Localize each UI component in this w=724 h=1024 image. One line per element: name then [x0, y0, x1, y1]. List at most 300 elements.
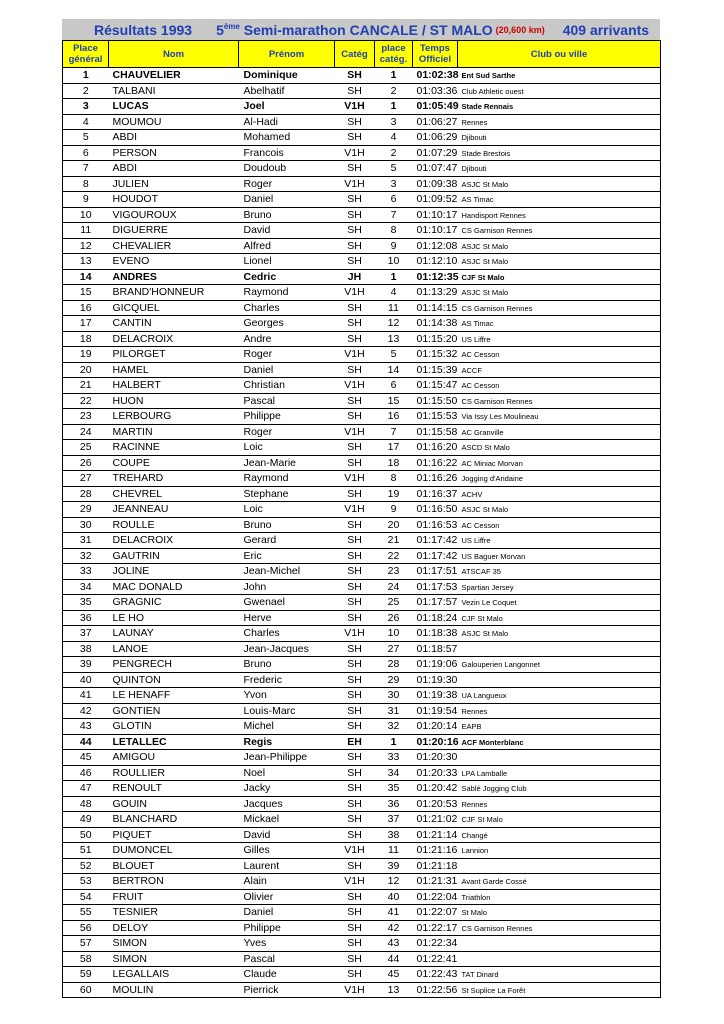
cell-club: TAT Dinard — [461, 970, 499, 980]
cell-club: Triathlon — [461, 892, 491, 902]
cell-categ: SH — [335, 161, 375, 177]
cell-categ: SH — [335, 331, 375, 347]
cell-place: 46 — [63, 765, 109, 781]
cell-prenom: Michel — [239, 719, 335, 735]
cell-categ: SH — [335, 905, 375, 921]
cell-place-categ: 8 — [375, 471, 413, 487]
cell-place-categ: 45 — [375, 967, 413, 983]
cell-nom: MOULIN — [109, 982, 239, 998]
cell-temps-club — [413, 812, 661, 828]
cell-categ: SH — [335, 951, 375, 967]
table-row — [63, 626, 661, 642]
table-row — [63, 750, 661, 766]
cell-prenom: David — [239, 223, 335, 239]
cell-temps: 01:12:08 — [416, 239, 458, 252]
cell-club: CS Garnison Rennes — [461, 226, 533, 236]
cell-nom: JULIEN — [109, 176, 239, 192]
cell-categ: SH — [335, 254, 375, 270]
cell-nom: GOUIN — [109, 796, 239, 812]
cell-temps-club — [413, 409, 661, 425]
cell-place: 19 — [63, 347, 109, 363]
cell-temps: 01:16:26 — [416, 472, 458, 485]
cell-temps: 01:10:17 — [416, 224, 458, 237]
table-row — [63, 967, 661, 983]
cell-place: 2 — [63, 83, 109, 99]
cell-club: ACF Monterblanc — [461, 737, 524, 747]
col-header-prenom: Prénom — [239, 41, 335, 68]
table-row — [63, 796, 661, 812]
cell-prenom: John — [239, 579, 335, 595]
cell-temps: 01:15:50 — [416, 394, 458, 407]
cell-temps: 01:15:58 — [416, 425, 458, 438]
table-row — [63, 254, 661, 270]
table-row — [63, 207, 661, 223]
cell-place: 43 — [63, 719, 109, 735]
cell-club: Spartian Jersey — [461, 582, 514, 592]
cell-nom: DIGUERRE — [109, 223, 239, 239]
cell-club: AC Cesson — [461, 520, 500, 530]
table-header-row — [63, 41, 661, 68]
cell-categ: SH — [335, 889, 375, 905]
cell-nom: CANTIN — [109, 316, 239, 332]
cell-prenom: Alfred — [239, 238, 335, 254]
cell-categ: SH — [335, 920, 375, 936]
cell-temps: 01:19:38 — [416, 689, 458, 702]
cell-prenom: Daniel — [239, 905, 335, 921]
cell-club: Handisport Rennes — [461, 210, 526, 220]
cell-prenom: Laurent — [239, 858, 335, 874]
cell-prenom: Stephane — [239, 486, 335, 502]
cell-place-categ: 32 — [375, 719, 413, 735]
cell-place-categ: 11 — [375, 843, 413, 859]
cell-prenom: Lionel — [239, 254, 335, 270]
cell-temps: 01:05:49 — [416, 100, 459, 113]
cell-prenom: Mickael — [239, 812, 335, 828]
cell-club: ASCD St Malo — [461, 443, 510, 453]
cell-place: 42 — [63, 703, 109, 719]
cell-temps-club — [413, 192, 661, 208]
cell-place: 58 — [63, 951, 109, 967]
cell-place-categ: 28 — [375, 657, 413, 673]
table-row — [63, 564, 661, 580]
cell-temps: 01:20:16 — [416, 735, 459, 748]
cell-prenom: Abelhatif — [239, 83, 335, 99]
cell-prenom: Francois — [239, 145, 335, 161]
cell-place-categ: 20 — [375, 517, 413, 533]
cell-place-categ: 19 — [375, 486, 413, 502]
cell-prenom: Daniel — [239, 362, 335, 378]
cell-place: 51 — [63, 843, 109, 859]
cell-categ: SH — [335, 827, 375, 843]
cell-nom: BERTRON — [109, 874, 239, 890]
cell-categ: V1H — [335, 176, 375, 192]
cell-place: 35 — [63, 595, 109, 611]
cell-place-categ: 27 — [375, 641, 413, 657]
cell-place-categ: 23 — [375, 564, 413, 580]
cell-place-categ: 21 — [375, 533, 413, 549]
cell-nom: LAUNAY — [109, 626, 239, 642]
cell-place: 15 — [63, 285, 109, 301]
cell-club: AC Miniac Morvan — [461, 458, 523, 468]
cell-place: 4 — [63, 114, 109, 130]
table-row — [63, 331, 661, 347]
cell-prenom: Bruno — [239, 207, 335, 223]
cell-prenom: Claude — [239, 967, 335, 983]
cell-temps: 01:22:17 — [416, 921, 458, 934]
cell-categ: V1H — [335, 471, 375, 487]
table-row — [63, 114, 661, 130]
cell-temps-club — [413, 176, 661, 192]
cell-temps: 01:12:35 — [416, 270, 459, 283]
cell-club: AS Timac — [461, 319, 494, 329]
cell-categ: SH — [335, 812, 375, 828]
cell-place: 16 — [63, 300, 109, 316]
cell-place-categ: 5 — [375, 347, 413, 363]
cell-club: CJF St Malo — [461, 613, 503, 623]
cell-place-categ: 12 — [375, 316, 413, 332]
cell-temps-club — [413, 393, 661, 409]
results-year-title: Résultats 1993 — [94, 21, 193, 38]
cell-place-categ: 12 — [375, 874, 413, 890]
cell-nom: GLOTIN — [109, 719, 239, 735]
cell-place: 7 — [63, 161, 109, 177]
cell-place: 52 — [63, 858, 109, 874]
cell-place-categ: 3 — [375, 114, 413, 130]
cell-nom: GRAGNIC — [109, 595, 239, 611]
cell-categ: SH — [335, 765, 375, 781]
cell-place: 11 — [63, 223, 109, 239]
cell-place-categ: 7 — [375, 424, 413, 440]
cell-nom: SIMON — [109, 936, 239, 952]
cell-place: 21 — [63, 378, 109, 394]
table-row — [63, 486, 661, 502]
cell-prenom: Raymond — [239, 285, 335, 301]
cell-club: AC Cesson — [461, 381, 500, 391]
cell-place-categ: 2 — [375, 145, 413, 161]
cell-place-categ: 13 — [375, 331, 413, 347]
cell-temps: 01:19:06 — [416, 658, 458, 671]
cell-temps: 01:22:56 — [416, 983, 458, 996]
cell-club: Jogging d'Andaine — [461, 474, 523, 484]
cell-categ: SH — [335, 796, 375, 812]
edition-number: 5 — [216, 21, 224, 38]
cell-categ: SH — [335, 238, 375, 254]
cell-categ: SH — [335, 703, 375, 719]
cell-place-categ: 36 — [375, 796, 413, 812]
table-row — [63, 874, 661, 890]
cell-place: 14 — [63, 269, 109, 285]
cell-place: 10 — [63, 207, 109, 223]
results-table — [62, 40, 661, 998]
cell-nom: ABDI — [109, 130, 239, 146]
cell-categ: SH — [335, 688, 375, 704]
cell-prenom: Herve — [239, 610, 335, 626]
cell-place: 45 — [63, 750, 109, 766]
cell-temps-club — [413, 238, 661, 254]
cell-nom: VIGOUROUX — [109, 207, 239, 223]
cell-place: 39 — [63, 657, 109, 673]
table-row — [63, 238, 661, 254]
cell-temps: 01:15:20 — [416, 332, 458, 345]
col-header-place: Place général — [63, 41, 109, 68]
cell-temps-club — [413, 362, 661, 378]
cell-temps-club — [413, 223, 661, 239]
cell-nom: MARTIN — [109, 424, 239, 440]
table-row — [63, 161, 661, 177]
cell-club: AC Cesson — [461, 350, 500, 360]
cell-nom: LUCAS — [109, 99, 239, 115]
cell-place-categ: 9 — [375, 238, 413, 254]
cell-temps: 01:15:32 — [416, 348, 458, 361]
cell-temps: 01:20:14 — [416, 720, 458, 733]
cell-club: CS Garnison Rennes — [461, 923, 533, 933]
cell-temps: 01:15:47 — [416, 379, 458, 392]
cell-prenom: Jean-Philippe — [239, 750, 335, 766]
cell-prenom: Dominique — [239, 68, 335, 84]
cell-nom: TALBANI — [109, 83, 239, 99]
cell-nom: RENOULT — [109, 781, 239, 797]
cell-categ: SH — [335, 610, 375, 626]
cell-categ: SH — [335, 858, 375, 874]
cell-categ: SH — [335, 672, 375, 688]
cell-categ: SH — [335, 641, 375, 657]
cell-place-categ: 37 — [375, 812, 413, 828]
cell-temps: 01:06:29 — [416, 131, 458, 144]
table-row — [63, 920, 661, 936]
table-row — [63, 812, 661, 828]
cell-nom: ANDRES — [109, 269, 239, 285]
cell-nom: MOUMOU — [109, 114, 239, 130]
cell-place: 30 — [63, 517, 109, 533]
cell-place-categ: 17 — [375, 440, 413, 456]
cell-place-categ: 6 — [375, 378, 413, 394]
cell-nom: HALBERT — [109, 378, 239, 394]
cell-temps: 01:13:29 — [416, 286, 458, 299]
cell-club: CJF St Malo — [461, 815, 503, 825]
table-row — [63, 409, 661, 425]
cell-temps: 01:16:50 — [416, 503, 458, 516]
cell-club: St Suplice La Forêt — [461, 985, 526, 995]
cell-nom: BLANCHARD — [109, 812, 239, 828]
cell-categ: SH — [335, 362, 375, 378]
table-row — [63, 610, 661, 626]
cell-prenom: Joel — [239, 99, 335, 115]
cell-place-categ: 39 — [375, 858, 413, 874]
cell-place: 49 — [63, 812, 109, 828]
cell-nom: GICQUEL — [109, 300, 239, 316]
cell-temps-club — [413, 548, 661, 564]
cell-temps-club — [413, 347, 661, 363]
cell-place-categ: 11 — [375, 300, 413, 316]
cell-club: Vezin Le Coquet — [461, 598, 517, 608]
cell-place-categ: 26 — [375, 610, 413, 626]
table-row — [63, 83, 661, 99]
cell-temps: 01:20:42 — [416, 782, 458, 795]
cell-prenom: Cedric — [239, 269, 335, 285]
cell-place-categ: 24 — [375, 579, 413, 595]
cell-temps: 01:21:16 — [416, 844, 458, 857]
cell-prenom: Charles — [239, 300, 335, 316]
cell-temps: 01:17:42 — [416, 549, 458, 562]
cell-nom: BRAND'HONNEUR — [109, 285, 239, 301]
cell-nom: LANOE — [109, 641, 239, 657]
cell-nom: MAC DONALD — [109, 579, 239, 595]
cell-club: Stade Brestois — [461, 148, 511, 158]
cell-prenom: Al-Hadi — [239, 114, 335, 130]
col-header-temps: Temps — [420, 43, 450, 54]
cell-place: 6 — [63, 145, 109, 161]
cell-place-categ: 10 — [375, 254, 413, 270]
cell-temps-club — [413, 254, 661, 270]
cell-place-categ: 31 — [375, 703, 413, 719]
cell-temps: 01:19:30 — [416, 673, 458, 686]
cell-temps: 01:07:47 — [416, 162, 458, 175]
cell-nom: GAUTRIN — [109, 548, 239, 564]
cell-place: 1 — [63, 68, 109, 84]
cell-temps: 01:15:39 — [416, 363, 458, 376]
cell-temps-club — [413, 533, 661, 549]
cell-temps-club — [413, 951, 661, 967]
cell-place-categ: 15 — [375, 393, 413, 409]
cell-prenom: Raymond — [239, 471, 335, 487]
cell-categ: SH — [335, 533, 375, 549]
cell-categ: SH — [335, 409, 375, 425]
cell-prenom: Alain — [239, 874, 335, 890]
cell-prenom: Bruno — [239, 517, 335, 533]
cell-temps: 01:16:22 — [416, 456, 458, 469]
cell-prenom: Louis-Marc — [239, 703, 335, 719]
cell-nom: DELACROIX — [109, 331, 239, 347]
cell-club: ASJC St Malo — [461, 629, 509, 639]
cell-nom: CHAUVELIER — [109, 68, 239, 84]
cell-nom: JEANNEAU — [109, 502, 239, 518]
table-row — [63, 378, 661, 394]
cell-temps: 01:07:29 — [416, 146, 458, 159]
cell-temps: 01:16:20 — [416, 441, 458, 454]
cell-place-categ: 35 — [375, 781, 413, 797]
cell-temps: 01:14:38 — [416, 317, 458, 330]
table-row — [63, 316, 661, 332]
cell-temps-club — [413, 486, 661, 502]
cell-temps-club — [413, 300, 661, 316]
cell-temps: 01:12:10 — [416, 255, 458, 268]
cell-place: 48 — [63, 796, 109, 812]
cell-club: UA Langueux — [461, 691, 507, 701]
cell-place: 22 — [63, 393, 109, 409]
cell-prenom: Loic — [239, 440, 335, 456]
cell-prenom: Gerard — [239, 533, 335, 549]
table-row — [63, 858, 661, 874]
cell-categ: SH — [335, 207, 375, 223]
cell-temps-club — [413, 316, 661, 332]
cell-club: ASJC St Malo — [461, 241, 509, 251]
cell-prenom: Pascal — [239, 951, 335, 967]
cell-temps: 01:09:38 — [416, 177, 458, 190]
cell-categ: SH — [335, 114, 375, 130]
cell-prenom: Philippe — [239, 920, 335, 936]
cell-place-categ: 1 — [375, 68, 413, 84]
cell-nom: LEGALLAIS — [109, 967, 239, 983]
cell-temps-club — [413, 68, 661, 84]
cell-place-categ: 43 — [375, 936, 413, 952]
table-row — [63, 734, 661, 750]
cell-place: 34 — [63, 579, 109, 595]
cell-nom: PIQUET — [109, 827, 239, 843]
col-header-temps-club: Temps Officiel Club ou ville — [413, 41, 661, 68]
cell-place-categ: 16 — [375, 409, 413, 425]
cell-prenom: Pascal — [239, 393, 335, 409]
race-title — [216, 22, 493, 38]
cell-prenom: Georges — [239, 316, 335, 332]
cell-temps-club — [413, 517, 661, 533]
cell-temps-club — [413, 130, 661, 146]
cell-temps-club — [413, 285, 661, 301]
cell-place-categ: 1 — [375, 734, 413, 750]
cell-club: AC Granville — [461, 427, 504, 437]
cell-temps: 01:21:18 — [416, 859, 458, 872]
cell-temps: 01:22:34 — [416, 937, 458, 950]
cell-temps-club — [413, 114, 661, 130]
cell-categ: SH — [335, 579, 375, 595]
cell-club: Avant Garde Cossé — [461, 877, 527, 887]
cell-temps-club — [413, 982, 661, 998]
cell-temps-club — [413, 269, 661, 285]
cell-nom: RACINNE — [109, 440, 239, 456]
cell-place: 53 — [63, 874, 109, 890]
col-header-place-categ: place catég. — [375, 41, 413, 68]
cell-temps: 01:09:52 — [416, 193, 458, 206]
table-row — [63, 517, 661, 533]
cell-temps-club — [413, 657, 661, 673]
cell-categ: SH — [335, 223, 375, 239]
table-row — [63, 905, 661, 921]
cell-categ: EH — [335, 734, 375, 750]
cell-temps: 01:18:57 — [416, 642, 458, 655]
cell-temps: 01:10:17 — [416, 208, 458, 221]
cell-nom: PILORGET — [109, 347, 239, 363]
cell-place: 50 — [63, 827, 109, 843]
cell-temps: 01:02:38 — [416, 69, 459, 82]
cell-categ: SH — [335, 781, 375, 797]
cell-place: 44 — [63, 734, 109, 750]
cell-place: 57 — [63, 936, 109, 952]
cell-temps: 01:20:30 — [416, 751, 458, 764]
edition-suffix: ème — [223, 21, 240, 31]
cell-categ: V1H — [335, 378, 375, 394]
cell-categ: SH — [335, 719, 375, 735]
race-distance: (20,600 km) — [495, 24, 545, 35]
cell-club: Stade Rennais — [461, 102, 514, 112]
cell-temps: 01:22:07 — [416, 906, 458, 919]
cell-club: Rennes — [461, 706, 488, 716]
cell-place: 59 — [63, 967, 109, 983]
cell-categ: SH — [335, 68, 375, 84]
cell-place: 3 — [63, 99, 109, 115]
cell-temps: 01:17:51 — [416, 565, 458, 578]
table-row — [63, 982, 661, 998]
cell-categ: V1H — [335, 424, 375, 440]
cell-nom: LE HO — [109, 610, 239, 626]
cell-temps: 01:17:53 — [416, 580, 458, 593]
cell-club: CJF St Malo — [461, 272, 505, 282]
cell-nom: DELOY — [109, 920, 239, 936]
cell-place: 5 — [63, 130, 109, 146]
cell-temps: 01:21:31 — [416, 875, 458, 888]
cell-club: LPA Lamballe — [461, 768, 508, 778]
table-row — [63, 68, 661, 84]
table-row — [63, 223, 661, 239]
finisher-count: 409 arrivants — [562, 21, 650, 38]
